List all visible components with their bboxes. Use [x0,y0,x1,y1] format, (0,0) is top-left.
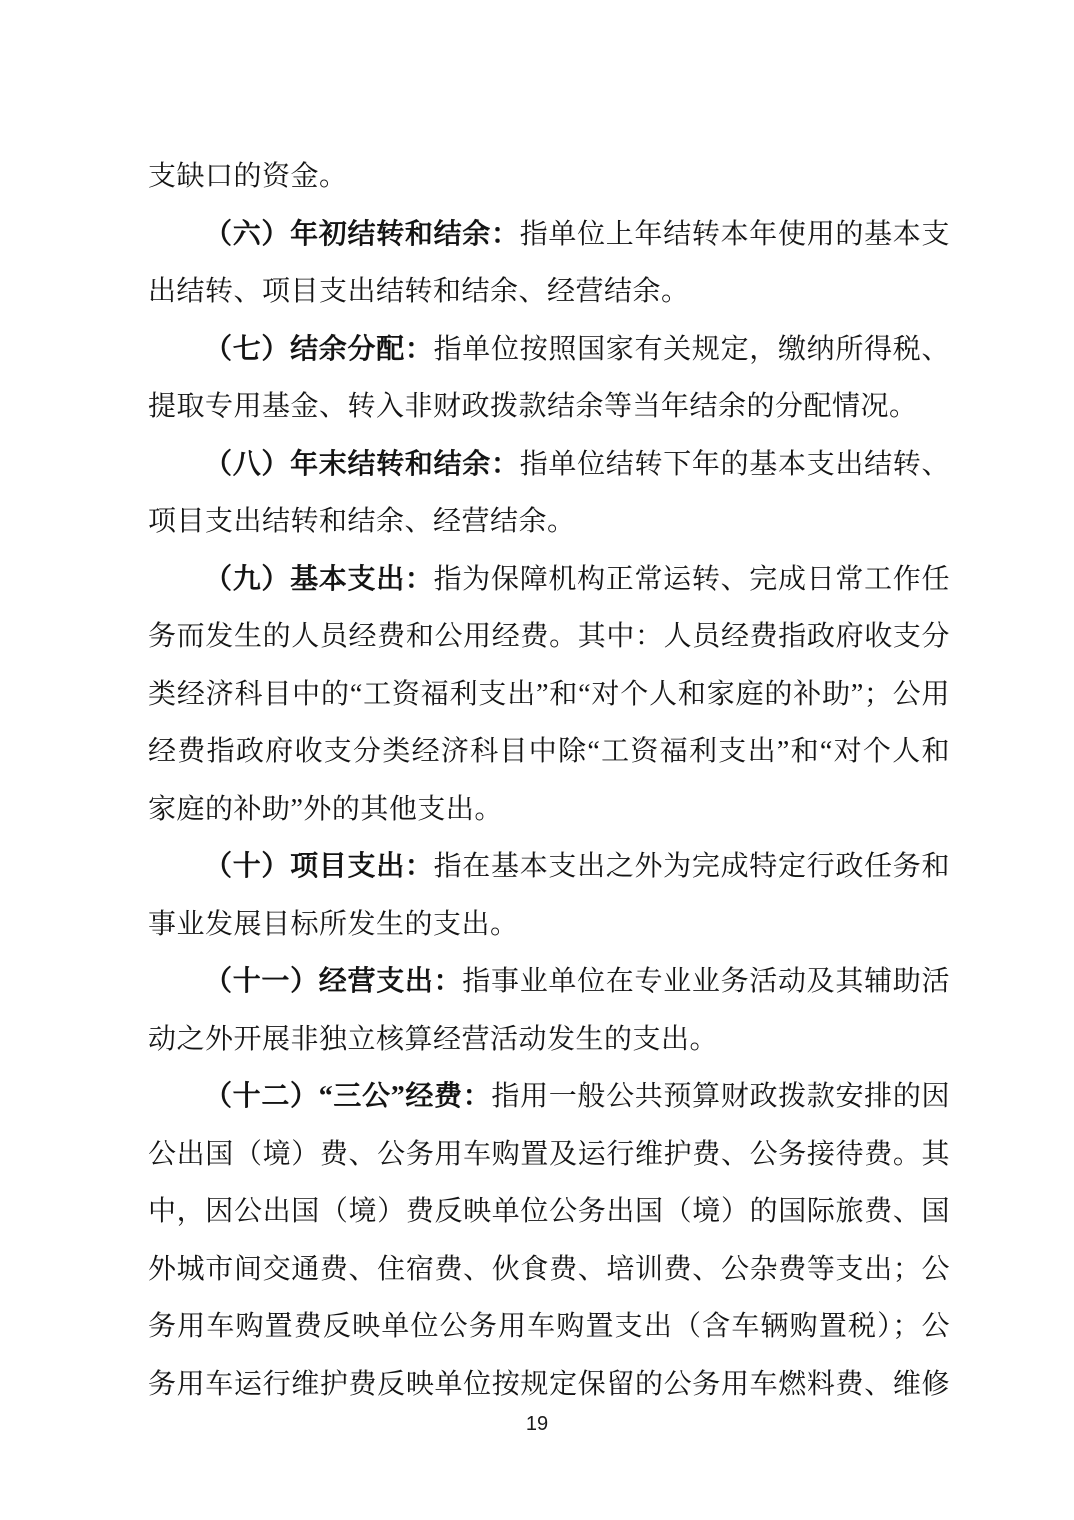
text-line [148,378,950,436]
page-number: 19 [525,1413,549,1435]
text-line [148,953,950,1011]
line-text: 出结转、项目支出结转和结余、经营结余。 [148,276,690,307]
line-text: 支缺口的资金。 [148,161,348,192]
text-line [148,1011,950,1069]
text-line [148,263,950,321]
line-text: 指单位上年结转本年使用的基本支 [519,218,950,250]
line-text: 经费指政府收支分类经济科目中除“工资福利支出”和“对个人和 [148,736,950,767]
text-line [148,551,950,609]
line-text: 指单位按照国家有关规定，缴纳所得税、 [433,333,950,365]
line-text: 事业发展目标所发生的支出。 [148,908,519,940]
text-line [148,1126,950,1184]
text-line [148,1068,950,1126]
term-label: （八）年末结转和结余： [204,448,520,480]
text-line [148,148,950,206]
line-text: 务用车运行维护费反映单位按规定保留的公务用车燃料费、维修 [148,1368,950,1400]
term-label: （十二）“三公”经费： [204,1081,492,1112]
text-line [148,436,950,494]
text-line [148,1241,950,1299]
text-line [148,666,950,724]
text-line [148,1298,950,1356]
term-label: （十一）经营支出： [204,966,463,997]
line-text: 务用车购置费反映单位公务用车购置支出（含车辆购置税）；公 [148,1311,950,1342]
line-text: 动之外开展非独立核算经营活动发生的支出。 [148,1023,719,1055]
text-line [148,206,950,264]
line-text: 指单位结转下年的基本支出结转、 [519,448,950,480]
term-label: （六）年初结转和结余： [204,218,520,250]
line-text: 外城市间交通费、住宿费、伙食费、培训费、公杂费等支出；公 [148,1253,950,1285]
text-line [148,321,950,379]
text-line [148,896,950,954]
term-label: （七）结余分配： [204,333,434,365]
line-text: 提取专用基金、转入非财政拨款结余等当年结余的分配情况。 [148,391,918,422]
text-line [148,1183,950,1241]
text-line [148,781,950,839]
line-text: 指事业单位在专业业务活动及其辅助活 [462,966,950,997]
text-line [148,1356,950,1414]
line-text: 公出国（境）费、公务用车购置及运行维护费、公务接待费。其 [148,1138,950,1170]
line-text: 务而发生的人员经费和公用经费。其中：人员经费指政府收支分 [148,621,950,652]
line-text: 家庭的补助”外的其他支出。 [148,793,503,825]
line-text: 项目支出结转和结余、经营结余。 [148,506,576,537]
line-text: 中，因公出国（境）费反映单位公务出国（境）的国际旅费、国 [148,1196,950,1227]
text-line [148,493,950,551]
text-line [148,608,950,666]
line-text: 指在基本支出之外为完成特定行政任务和 [433,851,950,882]
term-label: （十）项目支出： [204,851,434,882]
document-body-text [148,148,950,1413]
line-text: 指为保障机构正常运转、完成日常工作任 [433,563,950,595]
text-line [148,838,950,896]
line-text: 指用一般公共预算财政拨款安排的因 [491,1081,950,1112]
term-label: （九）基本支出： [204,563,434,595]
text-line [148,723,950,781]
line-text: 类经济科目中的“工资福利支出”和“对个人和家庭的补助”；公用 [148,678,950,710]
